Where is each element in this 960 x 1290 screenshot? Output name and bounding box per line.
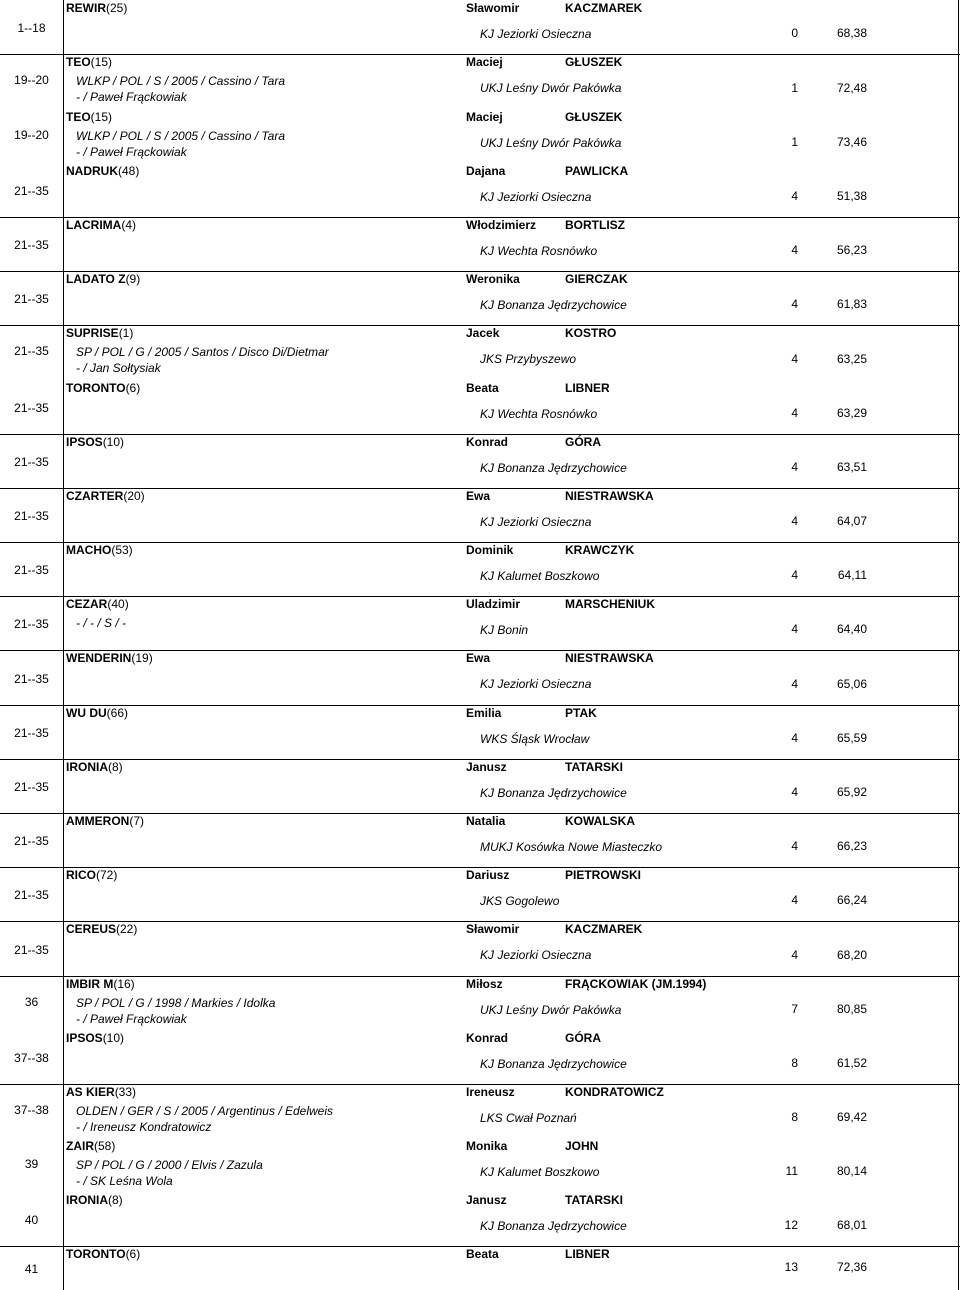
- rider-first-name: Maciej: [466, 110, 503, 124]
- horse-name-text: IRONIA: [66, 760, 108, 774]
- rider-last-name: PTAK: [565, 706, 597, 720]
- place-cell: 36: [24, 995, 39, 1009]
- horse-name-text: TEO: [66, 55, 91, 69]
- penalty-points: 1: [791, 135, 798, 149]
- horse-pedigree: OLDEN / GER / S / 2005 / Argentinus / Edelweis: [76, 1104, 334, 1118]
- penalty-points: 4: [791, 352, 798, 366]
- horse-pedigree: SP / POL / G / 2000 / Elvis / Zazula: [76, 1158, 263, 1172]
- horse-number: (72): [96, 868, 118, 882]
- horse-name: [66, 543, 133, 558]
- row-separator: [0, 596, 960, 597]
- horse-number: (48): [118, 164, 140, 178]
- rider-club: MUKJ Kosówka Nowe Miasteczko: [480, 840, 663, 854]
- horse-number: (15): [90, 55, 113, 69]
- round-time: 69,42: [836, 1110, 867, 1124]
- rider-club: KJ Bonanza Jędrzychowice: [480, 1057, 627, 1071]
- result-row: [0, 921, 960, 976]
- penalty-points: 13: [784, 1260, 798, 1274]
- rider-first-name: Jacek: [466, 326, 500, 340]
- place-cell: 41: [24, 1262, 39, 1276]
- horse-name-text: ZAIR: [66, 1139, 94, 1153]
- place-cell: 21--35: [14, 238, 49, 252]
- rider-last-name: TATARSKI: [565, 1193, 623, 1207]
- penalty-points: 7: [791, 1002, 798, 1016]
- rider-club: KJ Bonanza Jędrzychowice: [480, 461, 627, 475]
- horse-number: (53): [111, 543, 133, 557]
- place-cell: 21--35: [14, 184, 49, 198]
- round-time: 72,36: [836, 1260, 867, 1274]
- horse-number: (22): [116, 922, 138, 936]
- rider-first-name: Uladzimir: [466, 597, 521, 611]
- rider-last-name: TATARSKI: [565, 760, 623, 774]
- horse-name-text: WENDERIN: [66, 651, 132, 665]
- round-time: 65,92: [836, 785, 867, 799]
- horse-name-text: TORONTO: [66, 381, 126, 395]
- rider-club: KJ Bonanza Jędrzychowice: [480, 1219, 627, 1233]
- rider-first-name: Ireneusz: [466, 1085, 515, 1099]
- rider-club: KJ Jeziorki Osieczna: [480, 515, 592, 529]
- penalty-points: 4: [791, 785, 798, 799]
- horse-name-text: CEREUS: [66, 922, 117, 936]
- horse-name: [66, 597, 129, 612]
- round-time: 64,11: [837, 568, 867, 582]
- row-separator: [0, 976, 960, 977]
- round-time: 63,51: [836, 460, 867, 474]
- penalty-points: 4: [791, 460, 798, 474]
- rider-club: KJ Bonin: [480, 623, 529, 637]
- rider-last-name: NIESTRAWSKA: [565, 489, 654, 503]
- rider-last-name: KACZMAREK: [565, 922, 643, 936]
- result-row: [0, 1246, 960, 1290]
- rider-club: UKJ Leśny Dwór Pakówka: [480, 81, 622, 95]
- horse-pedigree: SP / POL / G / 1998 / Markies / Idolka: [76, 996, 276, 1010]
- horse-name-text: MACHO: [66, 543, 112, 557]
- rider-first-name: Beata: [466, 381, 499, 395]
- rider-club: KJ Wechta Rosnówko: [480, 244, 598, 258]
- horse-name-text: CEZAR: [66, 597, 108, 611]
- result-row: [0, 705, 960, 759]
- rider-club: JKS Gogolewo: [480, 894, 560, 908]
- place-cell: 21--35: [14, 617, 49, 631]
- place-cell: 21--35: [14, 672, 49, 686]
- horse-name: [66, 1085, 136, 1100]
- result-row: [0, 650, 960, 705]
- rider-last-name: GŁUSZEK: [565, 55, 623, 69]
- rider-last-name: BORTLISZ: [565, 218, 625, 232]
- rider-last-name: KOWALSKA: [565, 814, 635, 828]
- rider-club: KJ Jeziorki Osieczna: [480, 27, 592, 41]
- horse-number: (19): [131, 651, 153, 665]
- horse-name: [66, 977, 135, 992]
- penalty-points: 4: [791, 893, 798, 907]
- place-cell: 21--35: [14, 943, 49, 957]
- horse-name-text: LACRIMA: [66, 218, 122, 232]
- horse-name-text: WU DU: [66, 706, 107, 720]
- rider-club: KJ Wechta Rosnówko: [480, 407, 598, 421]
- horse-name: [66, 489, 145, 504]
- horse-name-text: IPSOS: [66, 1031, 103, 1045]
- rider-first-name: Monika: [466, 1139, 508, 1153]
- horse-name: [66, 760, 123, 775]
- horse-name-text: IPSOS: [66, 435, 103, 449]
- rider-last-name: KONDRATOWICZ: [565, 1085, 664, 1099]
- horse-name: [66, 1139, 115, 1154]
- horse-number: (6): [125, 1247, 141, 1261]
- horse-number: (15): [90, 110, 113, 124]
- result-row: [0, 488, 960, 542]
- horse-owner: - / SK Leśna Wola: [76, 1174, 173, 1188]
- round-time: 64,40: [836, 622, 867, 636]
- horse-number: (7): [129, 814, 144, 828]
- horse-pedigree: WLKP / POL / S / 2005 / Cassino / Tara: [76, 74, 285, 88]
- round-time: 80,14: [836, 1164, 867, 1178]
- round-time: 72,48: [836, 81, 867, 95]
- place-cell: 37--38: [14, 1051, 49, 1065]
- round-time: 80,85: [836, 1002, 867, 1016]
- result-row: [0, 271, 960, 325]
- round-time: 68,01: [836, 1218, 867, 1232]
- row-separator: [0, 54, 960, 55]
- horse-number: (33): [114, 1085, 137, 1099]
- rider-club: KJ Bonanza Jędrzychowice: [480, 786, 627, 800]
- horse-name: [66, 1031, 124, 1046]
- rider-first-name: Maciej: [466, 55, 503, 69]
- rider-last-name: NIESTRAWSKA: [565, 651, 654, 665]
- place-cell: 21--35: [14, 726, 49, 740]
- round-time: 65,06: [836, 677, 867, 691]
- rider-first-name: Sławomir: [466, 922, 520, 936]
- horse-name-text: TEO: [66, 110, 91, 124]
- penalty-points: 4: [791, 189, 798, 203]
- rider-first-name: Janusz: [466, 760, 507, 774]
- rider-last-name: KRAWCZYK: [565, 543, 635, 557]
- horse-name: [66, 814, 144, 829]
- row-separator: [0, 217, 960, 218]
- row-separator: [0, 325, 960, 326]
- rider-first-name: Weronika: [466, 272, 520, 286]
- row-separator: [0, 1084, 960, 1085]
- rider-club: JKS Przybyszewo: [480, 352, 577, 366]
- result-row: [0, 976, 960, 1030]
- rider-last-name: LIBNER: [565, 1247, 610, 1261]
- result-row: [0, 759, 960, 813]
- horse-name: [66, 922, 137, 937]
- horse-number: (6): [125, 381, 141, 395]
- row-separator: [0, 759, 960, 760]
- result-row: [0, 1138, 960, 1192]
- round-time: 66,24: [836, 893, 867, 907]
- result-row: [0, 380, 960, 434]
- horse-name: [66, 110, 112, 125]
- rider-first-name: Dajana: [466, 164, 506, 178]
- result-row: [0, 325, 960, 380]
- horse-name: [66, 1247, 140, 1262]
- horse-name: [66, 651, 153, 666]
- horse-pedigree: SP / POL / G / 2005 / Santos / Disco Di/Dietmar: [76, 345, 329, 359]
- horse-owner: - / Paweł Frąckowiak: [76, 90, 187, 104]
- horse-number: (8): [108, 1193, 123, 1207]
- rider-last-name: KOSTRO: [565, 326, 617, 340]
- place-cell: 21--35: [14, 292, 49, 306]
- result-row: [0, 54, 960, 109]
- horse-number: (10): [102, 1031, 125, 1045]
- round-time: 64,07: [836, 514, 867, 528]
- horse-name-text: REWIR: [66, 1, 106, 15]
- rider-first-name: Beata: [466, 1247, 499, 1261]
- round-time: 66,23: [836, 839, 867, 853]
- horse-name-text: IMBIR M: [66, 977, 114, 991]
- place-cell: 21--35: [14, 455, 49, 469]
- rider-club: KJ Bonanza Jędrzychowice: [480, 298, 627, 312]
- horse-name: [66, 326, 133, 341]
- horse-name: [66, 706, 128, 721]
- penalty-points: 4: [791, 568, 798, 582]
- row-separator: [0, 488, 960, 489]
- horse-number: (20): [123, 489, 145, 503]
- result-row: [0, 1084, 960, 1138]
- rider-first-name: Emilia: [466, 706, 502, 720]
- penalty-points: 4: [791, 406, 798, 420]
- place-cell: 21--35: [14, 401, 49, 415]
- round-time: 68,20: [836, 948, 867, 962]
- penalty-points: 12: [784, 1218, 798, 1232]
- rider-first-name: Natalia: [466, 814, 506, 828]
- rider-first-name: Ewa: [466, 489, 491, 503]
- row-separator: [0, 271, 960, 272]
- place-cell: 39: [24, 1157, 39, 1171]
- rider-club: LKS Cwał Poznań: [480, 1111, 577, 1125]
- round-time: 73,46: [836, 135, 867, 149]
- row-separator: [0, 434, 960, 435]
- horse-name: [66, 164, 139, 179]
- penalty-points: 11: [785, 1164, 798, 1178]
- horse-owner: - / Paweł Frąckowiak: [76, 145, 187, 159]
- place-cell: 21--35: [14, 780, 49, 794]
- horse-number: (10): [102, 435, 125, 449]
- rider-last-name: PAWLICKA: [565, 164, 629, 178]
- row-separator: [0, 867, 960, 868]
- horse-name-text: NADRUK: [66, 164, 118, 178]
- horse-name-text: IRONIA: [66, 1193, 108, 1207]
- horse-number: (4): [121, 218, 136, 232]
- horse-owner: - / Ireneusz Kondratowicz: [76, 1120, 212, 1134]
- result-row: [0, 813, 960, 867]
- horse-name-text: TORONTO: [66, 1247, 126, 1261]
- penalty-points: 4: [791, 677, 798, 691]
- penalty-points: 4: [791, 622, 798, 636]
- rider-first-name: Konrad: [466, 435, 508, 449]
- horse-number: (66): [106, 706, 129, 720]
- rider-first-name: Janusz: [466, 1193, 507, 1207]
- result-row: [0, 109, 960, 163]
- result-row: [0, 867, 960, 921]
- rider-club: KJ Kalumet Boszkowo: [480, 1165, 600, 1179]
- rider-club: UKJ Leśny Dwór Pakówka: [480, 1003, 622, 1017]
- rider-last-name: MARSCHENIUK: [565, 597, 655, 611]
- place-cell: 21--35: [14, 509, 49, 523]
- row-separator: [0, 542, 960, 543]
- place-cell: 1--18: [17, 21, 46, 35]
- rider-club: KJ Jeziorki Osieczna: [480, 190, 592, 204]
- rider-first-name: Ewa: [466, 651, 491, 665]
- horse-owner: - / Jan Sołtysiak: [76, 361, 161, 375]
- rider-first-name: Dominik: [466, 543, 514, 557]
- horse-owner: - / Paweł Frąckowiak: [76, 1012, 187, 1026]
- rider-club: UKJ Leśny Dwór Pakówka: [480, 136, 622, 150]
- horse-name-text: SUPRISE: [66, 326, 119, 340]
- horse-name-text: RICO: [66, 868, 96, 882]
- horse-name: [66, 55, 112, 70]
- horse-number: (9): [125, 272, 141, 286]
- rider-last-name: LIBNER: [565, 381, 610, 395]
- rider-last-name: JOHN: [565, 1139, 599, 1153]
- horse-number: (40): [107, 597, 129, 611]
- rider-first-name: Sławomir: [466, 1, 520, 15]
- result-row: [0, 1030, 960, 1084]
- place-cell: 19--20: [14, 128, 49, 142]
- result-row: [0, 596, 960, 650]
- place-cell: 21--35: [14, 888, 49, 902]
- round-time: 56,23: [836, 243, 867, 257]
- round-time: 61,52: [836, 1056, 867, 1070]
- row-separator: [0, 813, 960, 814]
- rider-first-name: Włodzimierz: [466, 218, 537, 232]
- round-time: 63,29: [836, 406, 867, 420]
- round-time: 61,83: [836, 297, 867, 311]
- rider-club: KJ Kalumet Boszkowo: [480, 569, 600, 583]
- place-cell: 21--35: [14, 563, 49, 577]
- result-row: [0, 217, 960, 271]
- horse-name-text: AMMERON: [66, 814, 130, 828]
- penalty-points: 4: [791, 243, 798, 257]
- rider-club: WKS Śląsk Wrocław: [480, 732, 590, 746]
- penalty-points: 1: [791, 81, 798, 95]
- row-separator: [0, 1246, 960, 1247]
- rider-last-name: GŁUSZEK: [565, 110, 623, 124]
- horse-number: (8): [108, 760, 123, 774]
- penalty-points: 4: [791, 731, 798, 745]
- rider-last-name: GÓRA: [565, 435, 601, 449]
- horse-number: (1): [118, 326, 134, 340]
- round-time: 68,38: [836, 26, 867, 40]
- horse-name: [66, 272, 140, 287]
- penalty-points: 8: [791, 1110, 798, 1124]
- rider-last-name: GÓRA: [565, 1031, 601, 1045]
- rider-last-name: KACZMAREK: [565, 1, 643, 15]
- horse-name: [66, 435, 124, 450]
- horse-number: (58): [94, 1139, 116, 1153]
- place-cell: 19--20: [14, 73, 49, 87]
- round-time: 65,59: [836, 731, 867, 745]
- horse-name: [66, 218, 136, 233]
- result-row: [0, 434, 960, 488]
- horse-name-text: AS KIER: [66, 1085, 115, 1099]
- rider-first-name: Dariusz: [466, 868, 510, 882]
- row-separator: [0, 705, 960, 706]
- horse-pedigree: - / - / S / -: [76, 616, 126, 630]
- place-cell: 21--35: [14, 834, 49, 848]
- row-separator: [0, 650, 960, 651]
- horse-name: [66, 1193, 123, 1208]
- horse-name-text: LADATO Z: [66, 272, 126, 286]
- horse-number: (16): [113, 977, 135, 991]
- rider-last-name: PIETROWSKI: [565, 868, 642, 882]
- horse-pedigree: WLKP / POL / S / 2005 / Cassino / Tara: [76, 129, 285, 143]
- penalty-points: 4: [791, 948, 798, 962]
- horse-name-text: CZARTER: [66, 489, 124, 503]
- result-row: [0, 0, 960, 54]
- penalty-points: 4: [791, 297, 798, 311]
- penalty-points: 8: [791, 1056, 798, 1070]
- place-cell: 37--38: [14, 1103, 49, 1117]
- rider-first-name: Konrad: [466, 1031, 508, 1045]
- round-time: 51,38: [836, 189, 867, 203]
- penalty-points: 4: [791, 514, 798, 528]
- horse-name: [66, 381, 140, 396]
- row-separator: [0, 921, 960, 922]
- horse-name: [66, 868, 117, 883]
- rider-club: KJ Jeziorki Osieczna: [480, 948, 592, 962]
- result-row: [0, 1192, 960, 1246]
- result-row: [0, 163, 960, 217]
- rider-last-name: FRĄCKOWIAK (JM.1994): [565, 977, 707, 991]
- round-time: 63,25: [836, 352, 867, 366]
- result-row: [0, 542, 960, 596]
- place-cell: 21--35: [14, 344, 49, 358]
- rider-last-name: GIERCZAK: [565, 272, 628, 286]
- horse-number: (25): [106, 1, 128, 15]
- rider-club: KJ Jeziorki Osieczna: [480, 677, 592, 691]
- rider-first-name: Miłosz: [466, 977, 503, 991]
- penalty-points: 0: [791, 26, 798, 40]
- penalty-points: 4: [791, 839, 798, 853]
- place-cell: 40: [24, 1213, 39, 1227]
- horse-name: [66, 1, 127, 16]
